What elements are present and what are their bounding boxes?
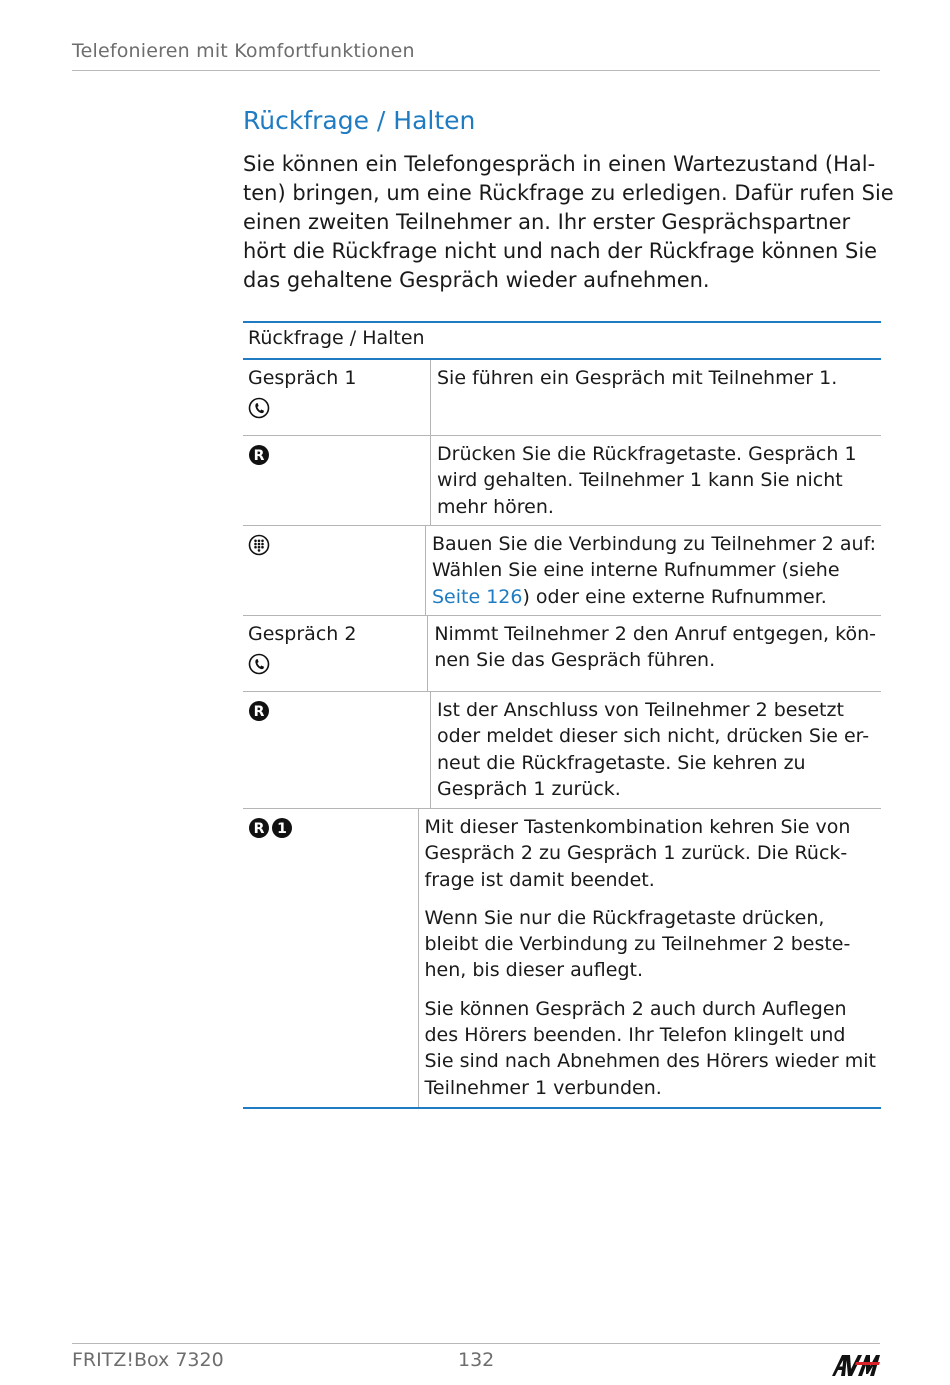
step-label-cell: [243, 692, 431, 808]
step-text-line: ) oder eine externe Rufnummer.: [522, 585, 827, 608]
intro-paragraph: [243, 150, 894, 295]
step-text-line: Mit dieser Tastenkombination kehren Sie von: [424, 816, 851, 838]
step-description-cell: [419, 809, 882, 1107]
step-text-line: Sie führen ein Gespräch mit Teilnehmer 1.: [437, 367, 838, 389]
step-description-cell: [428, 616, 881, 691]
svg-text:R: R: [253, 448, 265, 464]
step-label-cell: [243, 809, 419, 1107]
step-text-line: nen Sie das Gespräch führen.: [434, 649, 716, 672]
step-label: Gespräch 2: [248, 623, 357, 645]
step-description-cell: [431, 436, 881, 525]
footer-product-name: FRITZ!Box 7320: [72, 1349, 224, 1371]
intro-line: einen zweiten Teilnehmer an. Ihr erster Gesprächspartner: [243, 210, 851, 234]
table-row: [243, 360, 881, 436]
footer-page-number: 132: [458, 1349, 495, 1371]
step-text-line: hen, bis dieser auflegt.: [424, 959, 643, 982]
r-key-icon: [248, 444, 270, 466]
step-text-line: des Hörers beenden. Ihr Telefon klingelt und: [424, 1024, 846, 1047]
intro-line: ten) bringen, um eine Rückfrage zu erledigen. Dafür rufen Sie: [243, 181, 894, 205]
step-label-cell: [243, 526, 426, 615]
step-label-cell: [243, 436, 431, 525]
r-key-icon: [248, 817, 270, 839]
step-description-cell: [431, 360, 881, 435]
step-label: Gespräch 1: [248, 367, 357, 389]
one-key-icon: [271, 817, 293, 839]
intro-line: Sie können ein Telefongespräch in einen Wartezustand (Hal-: [243, 152, 876, 176]
step-text-line: Sie können Gespräch 2 auch durch Auflegen: [424, 997, 847, 1020]
section-title: Rückfrage / Halten: [243, 106, 476, 135]
step-text-line: Gespräch 1 zurück.: [437, 777, 621, 800]
step-label-cell: [243, 360, 431, 435]
step-text-line: Nimmt Teilnehmer 2 den Anruf entgegen, kön-: [434, 623, 876, 645]
step-text-line: bleibt die Verbindung zu Teilnehmer 2 beste-: [424, 933, 851, 956]
step-text-line: Ist der Anschluss von Teilnehmer 2 besetzt: [437, 699, 844, 721]
intro-line: hört die Rückfrage nicht und nach der Rückfrage können Sie: [243, 239, 878, 263]
footer-rule: [72, 1343, 880, 1344]
svg-text:R: R: [253, 821, 265, 837]
step-text-line: mehr hören.: [437, 495, 554, 518]
table-row: [243, 809, 881, 1107]
handset-icon: [248, 653, 270, 675]
svg-text:R: R: [253, 704, 265, 720]
step-description-cell: [426, 526, 881, 615]
keypad-icon: [248, 534, 270, 556]
step-text-line: oder meldet dieser sich nicht, drücken Sie er-: [437, 725, 870, 748]
page-reference-link[interactable]: Seite 126: [431, 585, 523, 608]
table-row: [243, 616, 881, 692]
step-text-line: Sie sind nach Abnehmen des Hörers wieder mit: [424, 1050, 876, 1073]
step-text-line: Gespräch 2 zu Gespräch 1 zurück. Die Rück-: [424, 842, 848, 865]
step-text-line: wird gehalten. Teilnehmer 1 kann Sie nicht: [437, 469, 843, 492]
step-text-line: frage ist damit beendet.: [424, 868, 655, 891]
avm-logo: [830, 1352, 882, 1378]
step-text-line: Bauen Sie die Verbindung zu Teilnehmer 2 auf:: [431, 533, 876, 555]
steps-table: [243, 321, 881, 1109]
step-description-cell: [431, 692, 881, 808]
step-text-line: Wählen Sie eine interne Rufnummer (siehe: [431, 559, 840, 582]
table-row: [243, 692, 881, 809]
intro-line: das gehaltene Gespräch wieder aufnehmen.: [243, 268, 710, 292]
running-header: Telefonieren mit Komfortfunktionen: [72, 40, 880, 71]
step-text-line: Drücken Sie die Rückfragetaste. Gespräch 1: [437, 443, 857, 465]
step-text-line: Teilnehmer 1 verbunden.: [424, 1076, 662, 1099]
table-caption: Rückfrage / Halten: [243, 323, 881, 360]
r-key-icon: [248, 700, 270, 722]
step-text-line: Wenn Sie nur die Rückfragetaste drücken,: [424, 906, 825, 929]
svg-text:1: 1: [277, 821, 287, 837]
step-label-cell: [243, 616, 428, 691]
handset-icon: [248, 397, 270, 419]
step-text-line: neut die Rückfragetaste. Sie kehren zu: [437, 751, 806, 774]
table-row: [243, 436, 881, 526]
table-row: [243, 526, 881, 616]
